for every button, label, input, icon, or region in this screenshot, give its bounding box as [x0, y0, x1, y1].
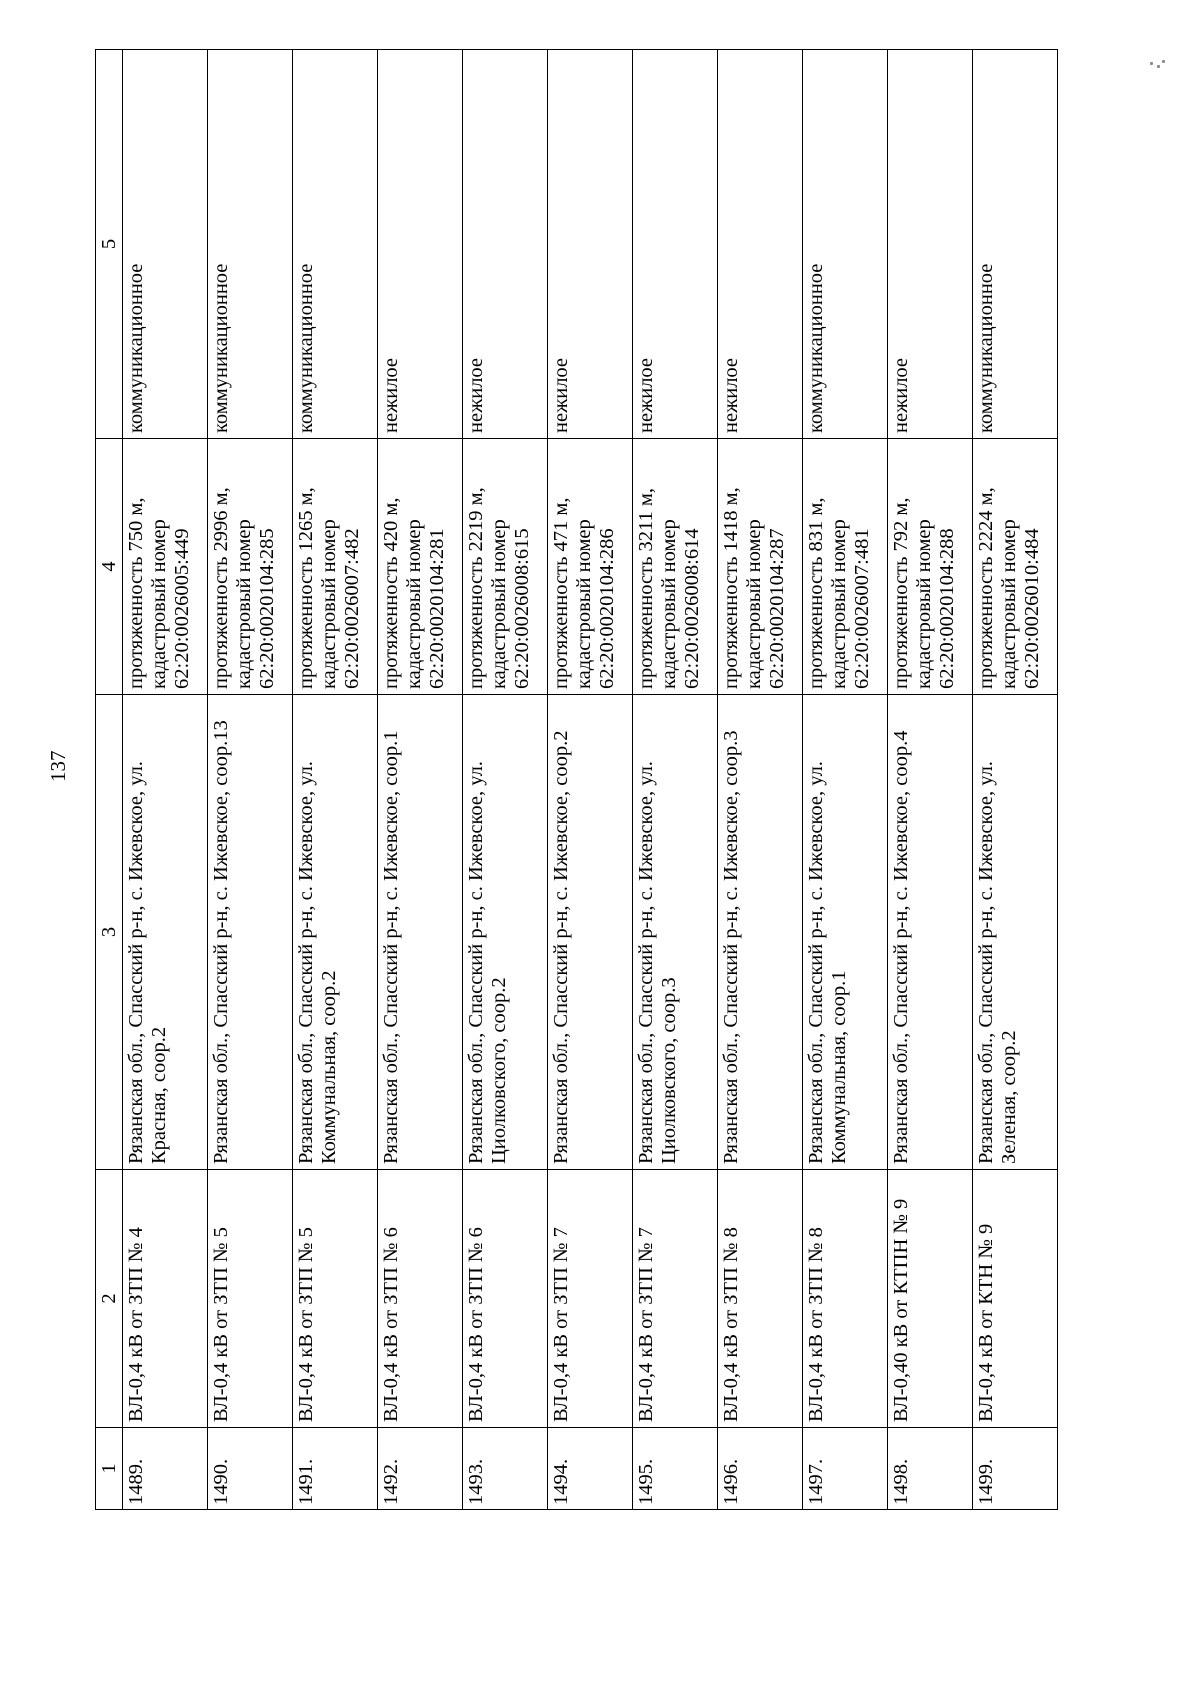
row-number: 1493. [463, 1428, 548, 1510]
row-number: 1499. [973, 1428, 1058, 1510]
registry-table [95, 49, 1058, 1510]
table-row [378, 50, 463, 1510]
table-row [463, 50, 548, 1510]
object-type: нежилое [718, 50, 803, 439]
scan-speck [1150, 62, 1153, 65]
object-name: ВЛ-0,40 кВ от КТПН № 9 [888, 1170, 973, 1428]
object-type: нежилое [548, 50, 633, 439]
table-row [293, 50, 378, 1510]
row-number: 1489. [123, 1428, 208, 1510]
row-number: 1492. [378, 1428, 463, 1510]
object-name: ВЛ-0,4 кВ от ЗТП № 4 [123, 1170, 208, 1428]
object-address: Рязанская обл., Спасский р-н, с. Ижевское, соор.3 [718, 695, 803, 1170]
object-name: ВЛ-0,4 кВ от ЗТП № 6 [378, 1170, 463, 1428]
header-col-4: 4 [96, 439, 123, 695]
object-address: Рязанская обл., Спасский р-н, с. Ижевское, ул. Коммунальная, соор.1 [803, 695, 888, 1170]
object-name: ВЛ-0,4 кВ от ЗТП № 7 [633, 1170, 718, 1428]
object-details: протяженность 471 м, кадастровый номер 62:20:0020104:286 [548, 439, 633, 695]
object-name: ВЛ-0,4 кВ от ЗТП № 5 [293, 1170, 378, 1428]
object-name: ВЛ-0,4 кВ от КТН № 9 [973, 1170, 1058, 1428]
object-address: Рязанская обл., Спасский р-н, с. Ижевское, ул. Зеленая, соор.2 [973, 695, 1058, 1170]
object-address: Рязанская обл., Спасский р-н, с. Ижевское, ул. Циолковского, соор.3 [633, 695, 718, 1170]
object-address: Рязанская обл., Спасский р-н, с. Ижевское, соор.2 [548, 695, 633, 1170]
page-number: 137 [46, 750, 70, 782]
table-row [803, 50, 888, 1510]
object-type: коммуникационное [293, 50, 378, 439]
object-type: коммуникационное [803, 50, 888, 439]
object-details: протяженность 420 м, кадастровый номер 62:20:0020104:281 [378, 439, 463, 695]
object-details: протяженность 2219 м, кадастровый номер 62:20:0026008:615 [463, 439, 548, 695]
table-row [718, 50, 803, 1510]
object-address: Рязанская обл., Спасский р-н, с. Ижевское, соор.13 [208, 695, 293, 1170]
table-row [633, 50, 718, 1510]
table-row [973, 50, 1058, 1510]
object-type: нежилое [633, 50, 718, 439]
object-name: ВЛ-0,4 кВ от ЗТП № 6 [463, 1170, 548, 1428]
object-address: Рязанская обл., Спасский р-н, с. Ижевское, соор.4 [888, 695, 973, 1170]
object-type: нежилое [463, 50, 548, 439]
object-type: коммуникационное [973, 50, 1058, 439]
object-name: ВЛ-0,4 кВ от ЗТП № 8 [718, 1170, 803, 1428]
object-name: ВЛ-0,4 кВ от ЗТП № 8 [803, 1170, 888, 1428]
row-number: 1497. [803, 1428, 888, 1510]
object-details: протяженность 3211 м, кадастровый номер 62:20:0026008:614 [633, 439, 718, 695]
object-type: нежилое [378, 50, 463, 439]
object-address: Рязанская обл., Спасский р-н, с. Ижевское, ул. Коммунальная, соор.2 [293, 695, 378, 1170]
scan-speck [1162, 60, 1165, 63]
header-col-1: 1 [96, 1428, 123, 1510]
row-number: 1491. [293, 1428, 378, 1510]
header-row [96, 50, 123, 1510]
object-address: Рязанская обл., Спасский р-н, с. Ижевское, ул. Красная, соор.2 [123, 695, 208, 1170]
object-address: Рязанская обл., Спасский р-н, с. Ижевское, ул. Циолковского, соор.2 [463, 695, 548, 1170]
row-number: 1495. [633, 1428, 718, 1510]
object-details: протяженность 1418 м, кадастровый номер 62:20:0020104:287 [718, 439, 803, 695]
object-type: нежилое [888, 50, 973, 439]
object-details: протяженность 750 м, кадастровый номер 62:20:0026005:449 [123, 439, 208, 695]
object-details: протяженность 2996 м, кадастровый номер 62:20:0020104:285 [208, 439, 293, 695]
rotated-table-container [95, 50, 1053, 1510]
header-col-5: 5 [96, 50, 123, 439]
object-details: протяженность 792 м, кадастровый номер 62:20:0020104:288 [888, 439, 973, 695]
object-details: протяженность 831 м, кадастровый номер 62:20:0026007:481 [803, 439, 888, 695]
object-address: Рязанская обл., Спасский р-н, с. Ижевское, соор.1 [378, 695, 463, 1170]
scan-speck [1157, 65, 1160, 68]
object-type: коммуникационное [208, 50, 293, 439]
object-name: ВЛ-0,4 кВ от ЗТП № 7 [548, 1170, 633, 1428]
table-row [123, 50, 208, 1510]
table-row [208, 50, 293, 1510]
row-number: 1490. [208, 1428, 293, 1510]
row-number: 1496. [718, 1428, 803, 1510]
object-name: ВЛ-0,4 кВ от ЗТП № 5 [208, 1170, 293, 1428]
object-details: протяженность 1265 м, кадастровый номер 62:20:0026007:482 [293, 439, 378, 695]
object-type: коммуникационное [123, 50, 208, 439]
object-details: протяженность 2224 м, кадастровый номер 62:20:0026010:484 [973, 439, 1058, 695]
table-row [888, 50, 973, 1510]
header-col-3: 3 [96, 695, 123, 1170]
row-number: 1494. [548, 1428, 633, 1510]
header-col-2: 2 [96, 1170, 123, 1428]
scan-specks [1150, 60, 1166, 70]
row-number: 1498. [888, 1428, 973, 1510]
table-row [548, 50, 633, 1510]
